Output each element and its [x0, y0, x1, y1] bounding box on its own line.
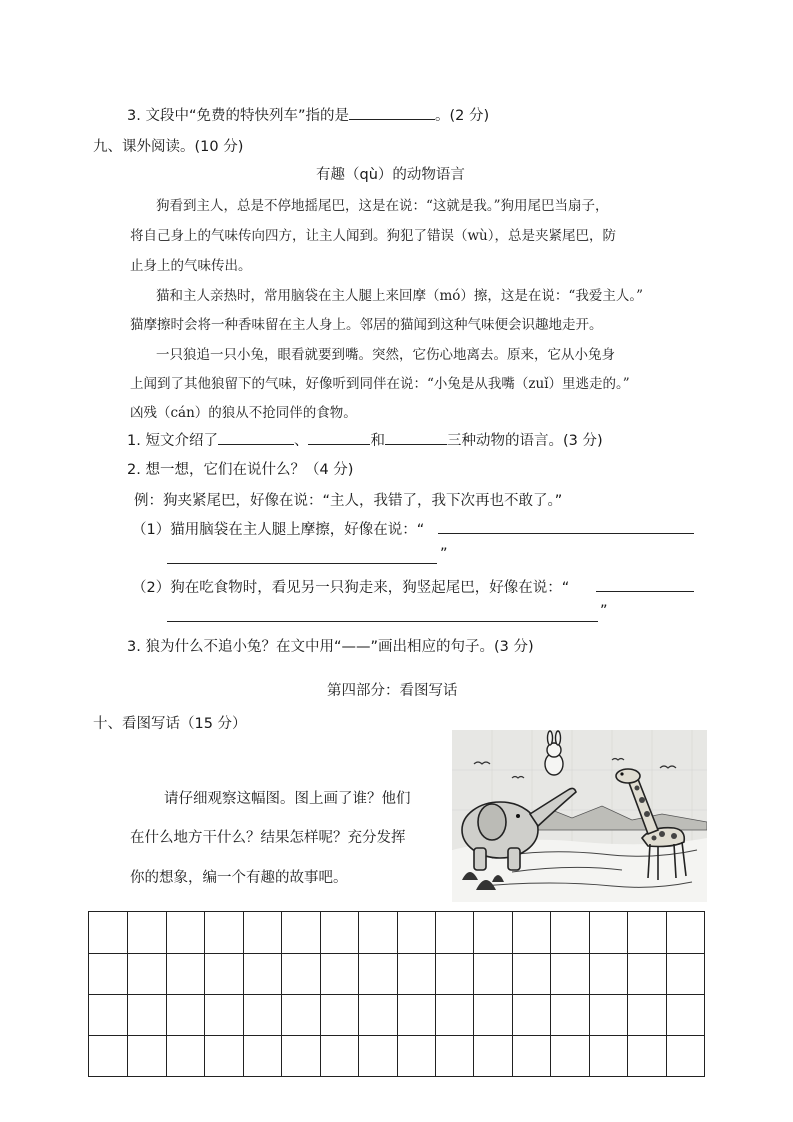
- paragraph-1-line-3: 止身上的气味传出。: [130, 258, 252, 274]
- answer-blank-2[interactable]: [308, 430, 370, 445]
- question-3: 3. 狼为什么不追小兔？在文中用“——”画出相应的句子。(3 分): [127, 639, 534, 655]
- grid-row-line: [89, 1035, 704, 1036]
- question-1: [127, 429, 603, 450]
- question-text: 1. 短文介绍了: [127, 433, 218, 449]
- paragraph-2-line-2: 猫摩擦时会将一种香味留在主人身上。邻居的猫闻到这种气味便会识趣地走开。: [130, 317, 603, 333]
- paragraph-3-line-1: 一只狼追一只小兔，眼看就要到嘴。突然，它伤心地离去。原来，它从小兔身: [156, 347, 615, 363]
- question-text: 三种动物的语言。(3 分): [446, 433, 603, 449]
- question-2-example: 例：狗夹紧尾巴，好像在说：“主人，我错了，我下次再也不敢了。”: [134, 493, 563, 509]
- question-text: 3. 文段中“免费的特快列车”指的是: [127, 108, 349, 124]
- answer-line[interactable]: [167, 621, 598, 622]
- close-quote: ”: [440, 546, 448, 562]
- section-10-heading: 十、看图写话（15 分）: [93, 716, 247, 732]
- answer-line[interactable]: [167, 563, 437, 564]
- instruction-line-2: 在什么地方干什么？结果怎样呢？充分发挥: [130, 830, 406, 846]
- prev-question-3: [127, 104, 489, 125]
- instruction-line-3: 你的想象，编一个有趣的故事吧。: [130, 870, 348, 886]
- answer-line[interactable]: [596, 591, 694, 592]
- separator: 和: [370, 433, 385, 449]
- answer-line[interactable]: [438, 533, 694, 534]
- question-2-sub-1: （1）猫用脑袋在主人腿上摩擦，好像在说：“: [132, 522, 425, 538]
- score-note: 。(2 分): [434, 108, 490, 124]
- grid-row-line: [89, 953, 704, 954]
- grid-row-line: [89, 994, 704, 995]
- writing-grid[interactable]: [88, 911, 705, 1077]
- elephant-giraffe-rabbit-illustration: [452, 730, 707, 902]
- answer-blank-3[interactable]: [385, 430, 447, 445]
- close-quote: ”: [600, 603, 608, 619]
- instruction-line-1: 请仔细观察这幅图。图上画了谁？他们: [164, 791, 411, 807]
- paragraph-3-line-2: 上闻到了其他狼留下的气味，好像听到同伴在说：“小兔是从我嘴（zuǐ）里逃走的。”: [130, 376, 630, 392]
- paragraph-1-line-1: 狗看到主人，总是不停地摇尾巴，这是在说：“这就是我。”狗用尾巴当扇子，: [156, 198, 609, 214]
- reading-title: 有趣（qù）的动物语言: [316, 167, 465, 183]
- paragraph-1-line-2: 将自己身上的气味传向四方，让主人闻到。狗犯了错误（wù），总是夹紧尾巴，防: [130, 228, 616, 244]
- separator: 、: [293, 433, 309, 449]
- answer-blank-1[interactable]: [218, 430, 294, 445]
- question-2-sub-2: （2）狗在吃食物时，看见另一只狗走来，狗竖起尾巴，好像在说：“: [132, 580, 570, 596]
- paragraph-3-line-3: 凶残（cán）的狼从不抢同伴的食物。: [130, 405, 357, 421]
- question-2-prompt: 2. 想一想，它们在说什么？（4 分): [127, 462, 354, 478]
- section-9-heading: 九、课外阅读。(10 分): [93, 139, 244, 155]
- paragraph-2-line-1: 猫和主人亲热时，常用脑袋在主人腿上来回摩（mó）擦，这是在说：“我爱主人。”: [156, 288, 643, 304]
- answer-blank[interactable]: [349, 105, 435, 120]
- part-4-heading: 第四部分：看图写话: [327, 683, 458, 699]
